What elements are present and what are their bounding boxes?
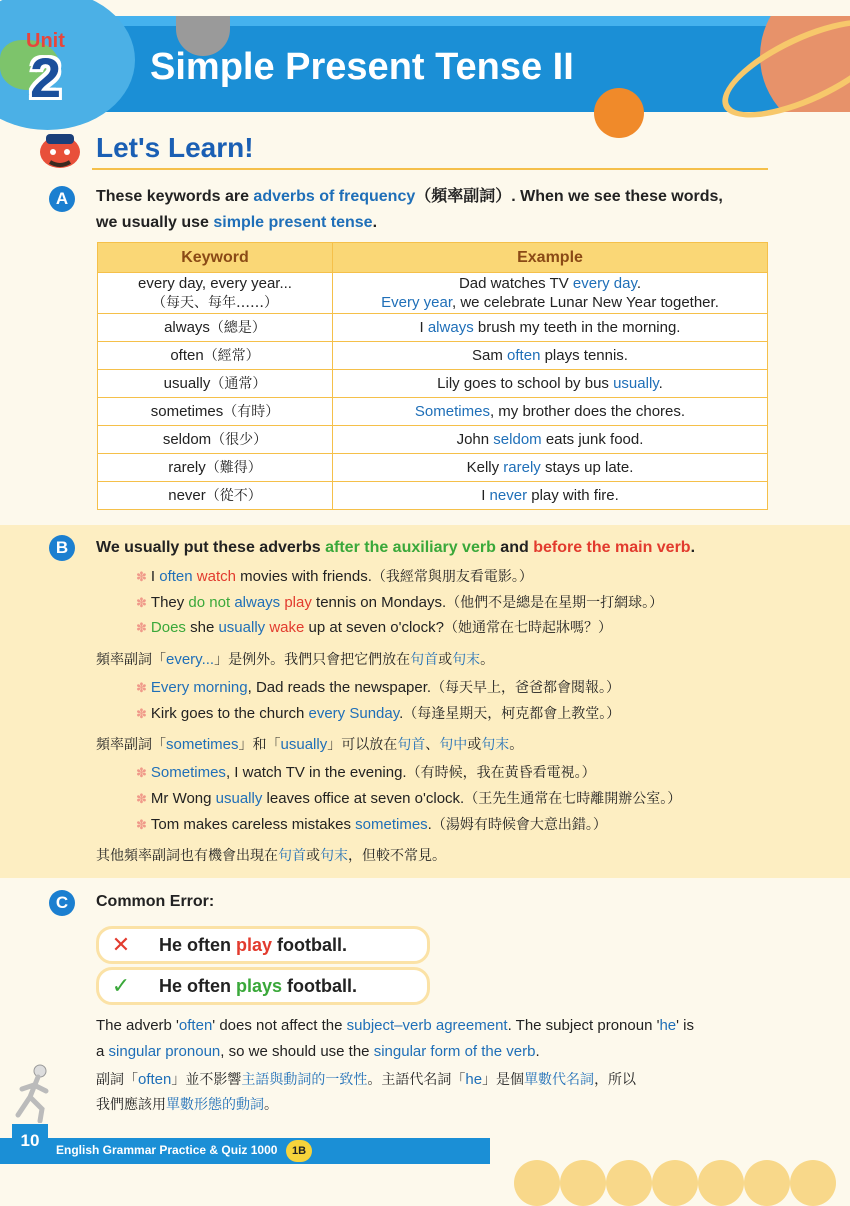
table-row (98, 342, 768, 370)
bullet-icon: ✽ (136, 680, 147, 695)
section-a-line-2: we usually use simple present tense. (96, 214, 378, 231)
example-line: ✽ Sometimes, I watch TV in the evening.（有時候，我在黃昏看電視。） (136, 764, 596, 781)
keyword-cell: sometimes（有時） (98, 398, 333, 426)
book-title: English Grammar Practice & Quiz 1000 (56, 1143, 278, 1157)
keyword-cell: always（總是） (98, 314, 333, 342)
mascot-icon (36, 130, 84, 170)
bullet-icon: ✽ (136, 620, 147, 635)
banner-stripe (0, 16, 850, 26)
note-line: 其他頻率副詞也有機會出現在句首或句末，但較不常見。 (96, 848, 446, 864)
lets-learn-title: Let's Learn! (96, 132, 254, 163)
note-line: 頻率副詞「every...」是例外。我們只會把它們放在句首或句末。 (96, 651, 495, 668)
runner-icon (10, 1063, 54, 1123)
unit-number: 2 (30, 46, 62, 109)
example-line: ✽ Mr Wong usually leaves office at seven o'clock.（王先生通常在七時離開辦公室。） (136, 790, 682, 807)
section-b-intro: We usually put these adverbs after the auxiliary verb and before the main verb. (96, 539, 696, 556)
check-icon: ✓ (111, 973, 131, 998)
correct-example: ✓ He often plays football. (96, 967, 430, 1005)
explanation-zh-line: 我們應該用單數形態的動詞。 (96, 1097, 278, 1113)
decorative-dune (698, 1160, 744, 1206)
common-error-title: Common Error: (96, 893, 215, 910)
decorative-dune (514, 1160, 560, 1206)
page-number: 10 (12, 1124, 48, 1158)
table-row (98, 314, 768, 342)
section-a-badge: A (49, 186, 75, 212)
title-divider (92, 168, 768, 170)
table-row (98, 426, 768, 454)
table-row (98, 398, 768, 426)
example-line: ✽ Every morning, Dad reads the newspaper.（每天早上，爸爸都會閱報。） (136, 679, 621, 696)
orange-planet-icon (594, 88, 644, 138)
header-example: Example (333, 243, 768, 273)
page-title: Simple Present Tense II (150, 46, 574, 88)
example-cell: John seldom eats junk food. (333, 426, 768, 454)
example-cell: Kelly rarely stays up late. (333, 454, 768, 482)
example-line: ✽ Does she usually wake up at seven o'clock?（她通常在七時起牀嗎？） (136, 619, 612, 636)
unit-label: Unit (26, 30, 65, 52)
section-a-line-1: These keywords are adverbs of frequency（頻率副詞）. When we see these words, (96, 188, 723, 205)
keyword-cell: usually（通常） (98, 370, 333, 398)
section-c-badge: C (49, 890, 75, 916)
keyword-table (97, 242, 768, 510)
bullet-icon: ✽ (136, 706, 147, 721)
example-cell: Dad watches TV every day. Every year, we celebrate Lunar New Year together. (333, 273, 768, 314)
example-line: ✽ Kirk goes to the church every Sunday.（每逢星期天，柯克都會上教堂。） (136, 705, 621, 722)
example-cell: I never play with fire. (333, 482, 768, 510)
bullet-icon: ✽ (136, 569, 147, 584)
section-b-badge: B (49, 535, 75, 561)
table-row (98, 482, 768, 510)
keyword-cell: never（從不） (98, 482, 333, 510)
wrong-example: ✕ He often play football. (96, 926, 430, 964)
bullet-icon: ✽ (136, 791, 147, 806)
example-cell: Sometimes, my brother does the chores. (333, 398, 768, 426)
table-row (98, 273, 768, 314)
bullet-icon: ✽ (136, 817, 147, 832)
header-keyword: Keyword (98, 243, 333, 273)
explanation-zh-line: 副詞「often」並不影響主語與動詞的一致性。主語代名詞「he」是個單數代名詞，所以 (96, 1071, 637, 1088)
decorative-dune (560, 1160, 606, 1206)
bullet-icon: ✽ (136, 765, 147, 780)
table-header-row (98, 243, 768, 273)
keyword-cell: rarely（難得） (98, 454, 333, 482)
bullet-icon: ✽ (136, 595, 147, 610)
keyword-cell: seldom（很少） (98, 426, 333, 454)
table-row (98, 370, 768, 398)
keyword-cell: every day, every year... （每天、每年……） (98, 273, 333, 314)
cross-icon: ✕ (111, 932, 131, 957)
keyword-cell: often（經常） (98, 342, 333, 370)
example-line: ✽ They do not always play tennis on Mondays.（他們不是總是在星期一打網球。） (136, 594, 664, 611)
decorative-dune (790, 1160, 836, 1206)
book-level-badge: 1B (286, 1140, 312, 1162)
decorative-dune (606, 1160, 652, 1206)
example-line: ✽ I often watch movies with friends.（我經常與朋友看電影。） (136, 568, 533, 585)
explanation-line: a singular pronoun, so we should use the singular form of the verb. (96, 1043, 540, 1060)
example-cell: Lily goes to school by bus usually. (333, 370, 768, 398)
note-line: 頻率副詞「sometimes」和「usually」可以放在句首、句中或句末。 (96, 736, 524, 753)
decorative-dune (744, 1160, 790, 1206)
decorative-dune (652, 1160, 698, 1206)
explanation-line: The adverb 'often' does not affect the subject–verb agreement. The subject pronoun 'he' is (96, 1017, 695, 1034)
example-cell: Sam often plays tennis. (333, 342, 768, 370)
example-cell: I always brush my teeth in the morning. (333, 314, 768, 342)
table-row (98, 454, 768, 482)
example-line: ✽ Tom makes careless mistakes sometimes.（湯姆有時候會大意出錯。） (136, 816, 607, 833)
